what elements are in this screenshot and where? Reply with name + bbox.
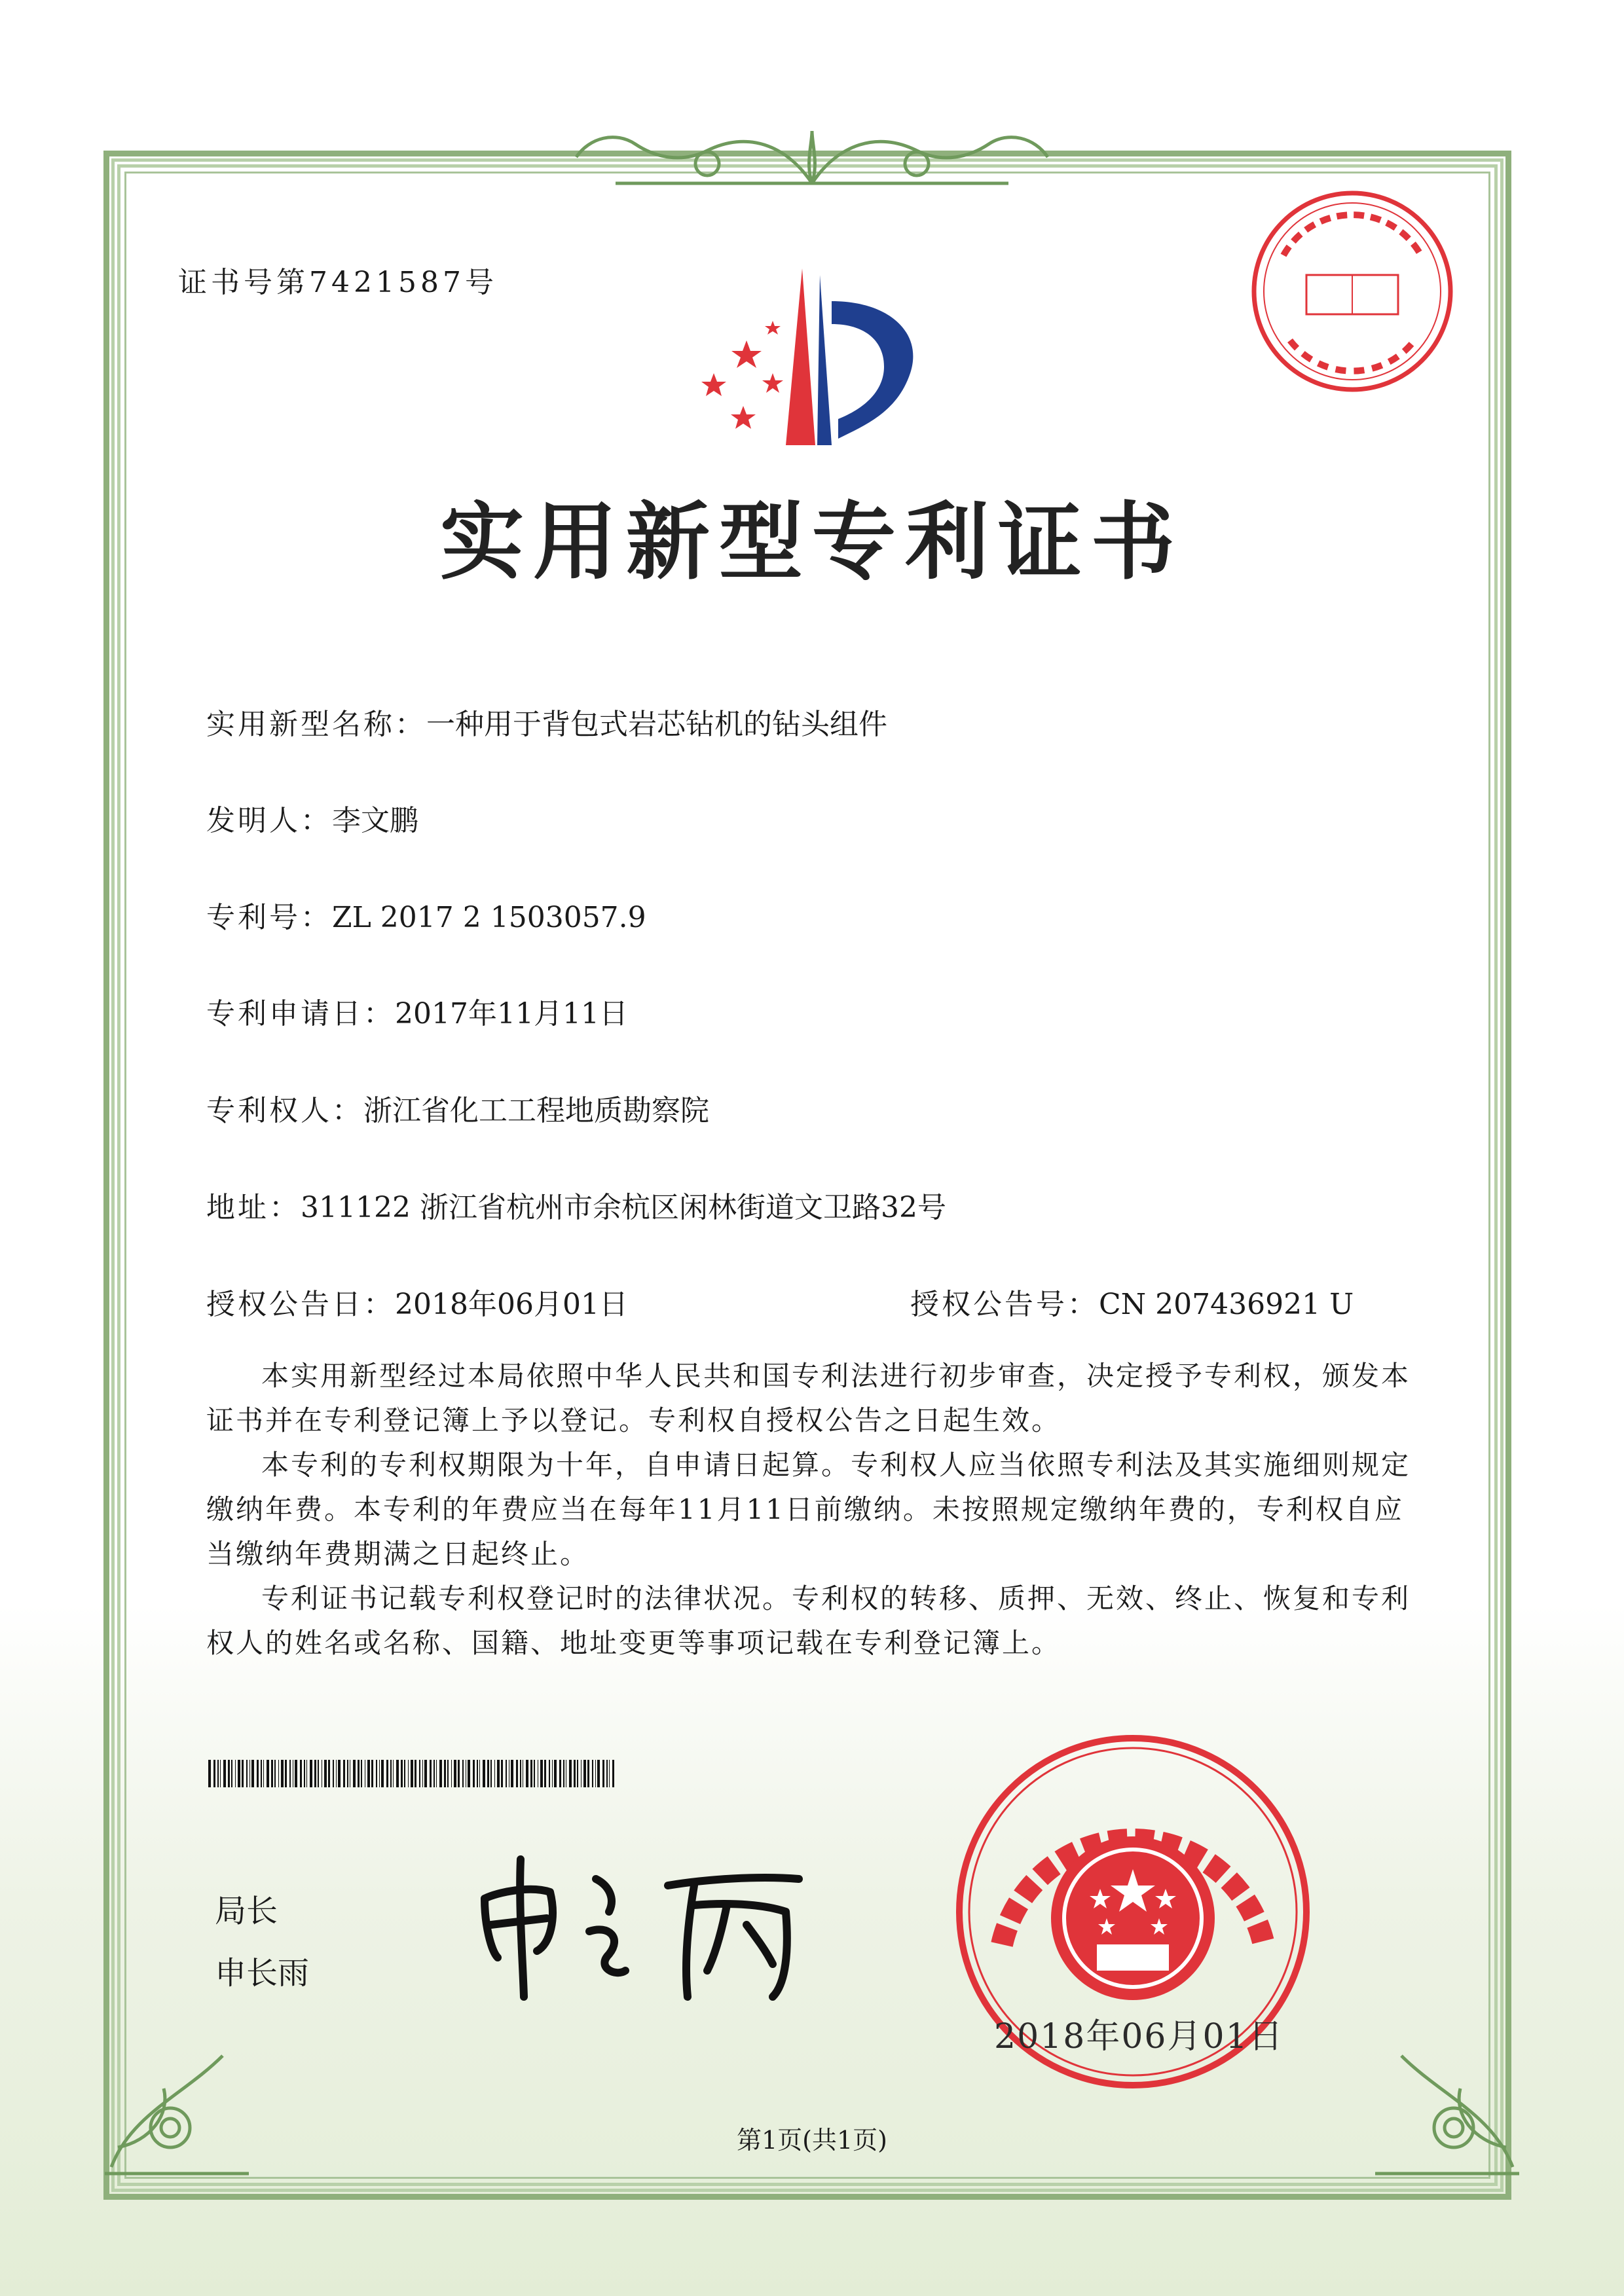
director-title: 局长 <box>215 1893 278 1929</box>
grant-number-row <box>910 1281 1354 1322</box>
patentee-value: 浙江省化工工程地质勘察院 <box>363 1094 709 1127</box>
utility-model-name-row <box>206 701 887 742</box>
grant-date-value: 2018年06月01日 <box>395 1288 628 1321</box>
top-ornament-icon <box>550 105 1074 210</box>
page-title: 实用新型专利证书 <box>439 494 1184 591</box>
certificate-paragraph-2: 本专利的专利权期限为十年，自申请日起算。专利权人应当依照专利法及其实施细则规定缴纳年费。本专利的年费应当在每年11月11日前缴纳。未按照规定缴纳年费的，专利权自应当缴纳年费期满之日起终止。 <box>206 1449 1411 1570</box>
filing-date-row <box>206 990 628 1032</box>
tax-seal-stamp-icon <box>1244 183 1460 399</box>
corner-ornament-right-icon <box>1362 2016 1532 2187</box>
certificate-paragraph-1: 本实用新型经过本局依照中华人民共和国专利法进行初步审查，决定授予专利权，颁发本证书并在专利登记簿上予以登记。专利权自授权公告之日起生效。 <box>206 1360 1411 1436</box>
inventor-label: 发明人： <box>206 804 332 837</box>
utility-model-name-value: 一种用于背包式岩芯钻机的钻头组件 <box>426 708 887 741</box>
filing-date-label: 专利申请日： <box>206 997 395 1030</box>
grant-number-value: CN 207436921 U <box>1099 1288 1354 1321</box>
certificate-number: 证书号第7421587号 <box>178 266 498 299</box>
barcode-icon <box>208 1760 614 1787</box>
address-label: 地址： <box>206 1191 301 1224</box>
seal-date: 2018年06月01日 <box>994 2017 1284 2056</box>
inventor-value: 李文鹏 <box>332 804 418 837</box>
patent-number-label: 专利号： <box>206 901 332 934</box>
patent-number-value: ZL 2017 2 1503057.9 <box>332 901 646 934</box>
patentee-row <box>206 1087 709 1129</box>
inventor-row <box>206 797 418 839</box>
utility-model-name-label: 实用新型名称： <box>206 708 426 741</box>
cnipa-logo-icon <box>674 262 950 458</box>
grant-date-label: 授权公告日： <box>206 1288 395 1321</box>
grant-number-label: 授权公告号： <box>910 1288 1099 1321</box>
grant-date-row <box>206 1281 628 1322</box>
patent-number-row <box>206 894 646 936</box>
address-row <box>206 1184 946 1226</box>
director-signature-icon <box>458 1840 825 2010</box>
certificate-paragraph-3: 专利证书记载专利权登记时的法律状况。专利权的转移、质押、无效、终止、恢复和专利权人的姓名或名称、国籍、地址变更等事项记载在专利登记簿上。 <box>206 1582 1411 1659</box>
filing-date-value: 2017年11月11日 <box>395 997 628 1030</box>
director-name: 申长雨 <box>215 1955 310 1992</box>
page-number: 第1页(共1页) <box>736 2126 887 2155</box>
patentee-label: 专利权人： <box>206 1094 363 1127</box>
corner-ornament-left-icon <box>92 2016 262 2187</box>
address-value: 311122 浙江省杭州市余杭区闲林街道文卫路32号 <box>301 1191 946 1224</box>
